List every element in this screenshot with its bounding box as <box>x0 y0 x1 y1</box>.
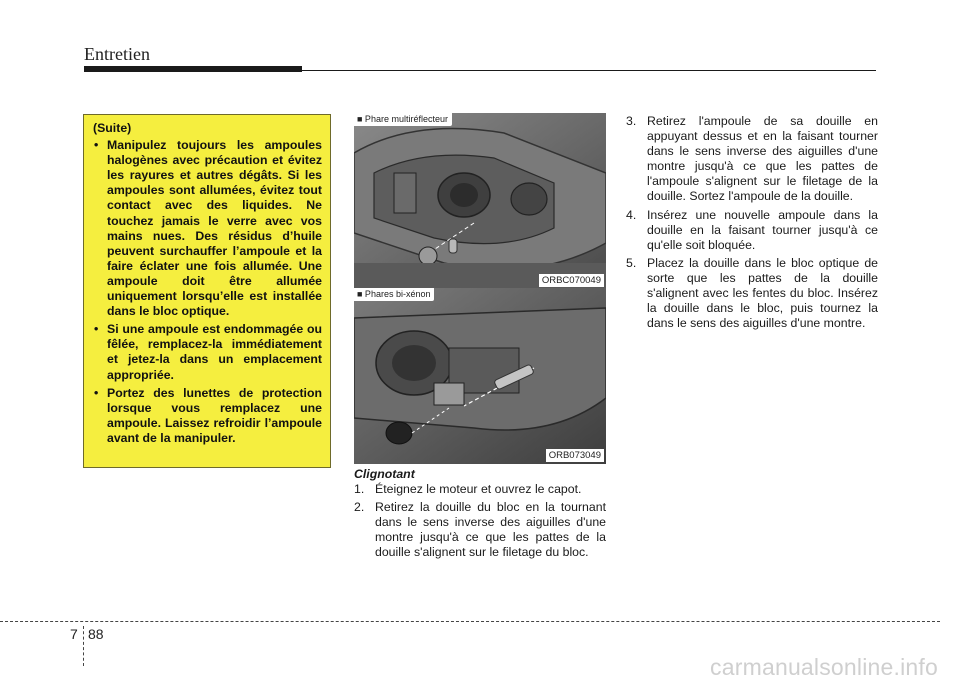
warning-suite-label: (Suite) <box>93 121 132 135</box>
warning-item-text: Portez des lunettes de protection lorsque vous remplacez une ampoule. Laissez refroidir l’ampoule avant de la manipuler. <box>107 385 322 445</box>
figure-multireflector-headlamp <box>354 113 606 289</box>
figure-caption: ■ Phare multiréflecteur <box>354 113 452 126</box>
step-number: 5. <box>626 255 637 270</box>
watermark: carmanualsonline.info <box>710 654 938 680</box>
figure-code: ORBC070049 <box>539 274 604 287</box>
steps-list <box>626 114 878 331</box>
step-text: Insérez une nouvelle ampoule dans la douille en la faisant tourner jusqu'à ce qu'elle soit bloquée. <box>647 207 878 252</box>
warning-item <box>93 386 322 446</box>
footer-divider <box>0 621 940 622</box>
steps-list <box>354 482 606 560</box>
header-rule-thin <box>302 70 876 71</box>
headlamp-illustration <box>354 288 606 464</box>
warning-list <box>93 138 322 446</box>
bullet-icon: • <box>94 322 99 337</box>
clignotant-continued <box>626 114 878 334</box>
clignotant-section <box>354 467 606 564</box>
section-title: Entretien <box>84 44 150 64</box>
footer-vertical-divider <box>83 626 84 666</box>
step-text: Placez la douille dans le bloc optique de sorte que les pattes de la douille s'alignent avec les fentes du bloc. Insérez la douille dans le bloc, puis tournez la dans le sens des aiguilles d'une montre. <box>647 255 878 331</box>
warning-item-text: Manipulez toujours les ampoules halogènes avec précaution et évitez les rayures et autres dégâts. Si les ampoules sont allumées, évitez tout contact avec des liquides. Ne touchez jamais le verre avec vos mains nues. Des résidus d’huile peuvent surchauffer l’ampoule et la faire éclater une fois allumée. Une ampoule doit être allumée uniquement lorsqu’elle est installée dans le bloc optique. <box>107 138 322 319</box>
step-text: Retirez la douille du bloc en la tournant dans le sens inverse des aiguilles d'une montre jusqu'à ce que les pattes de la douille s'alignent sur le filetage du bloc. <box>375 500 606 560</box>
headlamp-illustration <box>354 113 606 289</box>
step-text: Éteignez le moteur et ouvrez le capot. <box>375 482 582 497</box>
warning-item <box>93 138 322 319</box>
header-rule-thick <box>84 66 302 72</box>
bullet-icon: • <box>94 385 99 400</box>
step-text: Retirez l'ampoule de sa douille en appuyant dessus et en la faisant tourner dans le sens inverse des aiguilles d'une montre jusqu'à ce que les pattes de l'ampoule s'alignent sur le filetage de la douille. Sortez l'ampoule de la douille. <box>647 114 878 204</box>
page-number: 88 <box>88 626 104 642</box>
step-item <box>626 256 878 331</box>
bullet-icon: • <box>94 138 99 153</box>
step-number: 3. <box>626 114 637 128</box>
step-number: 2. <box>354 500 365 515</box>
chapter-number: 7 <box>70 626 78 642</box>
step-item <box>354 500 606 560</box>
figure-code: ORB073049 <box>546 449 604 462</box>
step-item <box>626 208 878 253</box>
warning-item-text: Si une ampoule est endommagée ou fêlée, remplacez-la immédiatement et jetez-la dans un emplacement appropriée. <box>107 322 322 382</box>
step-number: 4. <box>626 207 637 222</box>
warning-box <box>83 114 331 468</box>
figure-caption: ■ Phares bi-xénon <box>354 288 434 301</box>
step-item <box>626 114 878 205</box>
step-number: 1. <box>354 482 365 497</box>
clignotant-heading: Clignotant <box>354 467 415 481</box>
figure-bixenon-headlamp <box>354 288 606 464</box>
warning-item <box>93 322 322 382</box>
step-item <box>354 482 606 497</box>
